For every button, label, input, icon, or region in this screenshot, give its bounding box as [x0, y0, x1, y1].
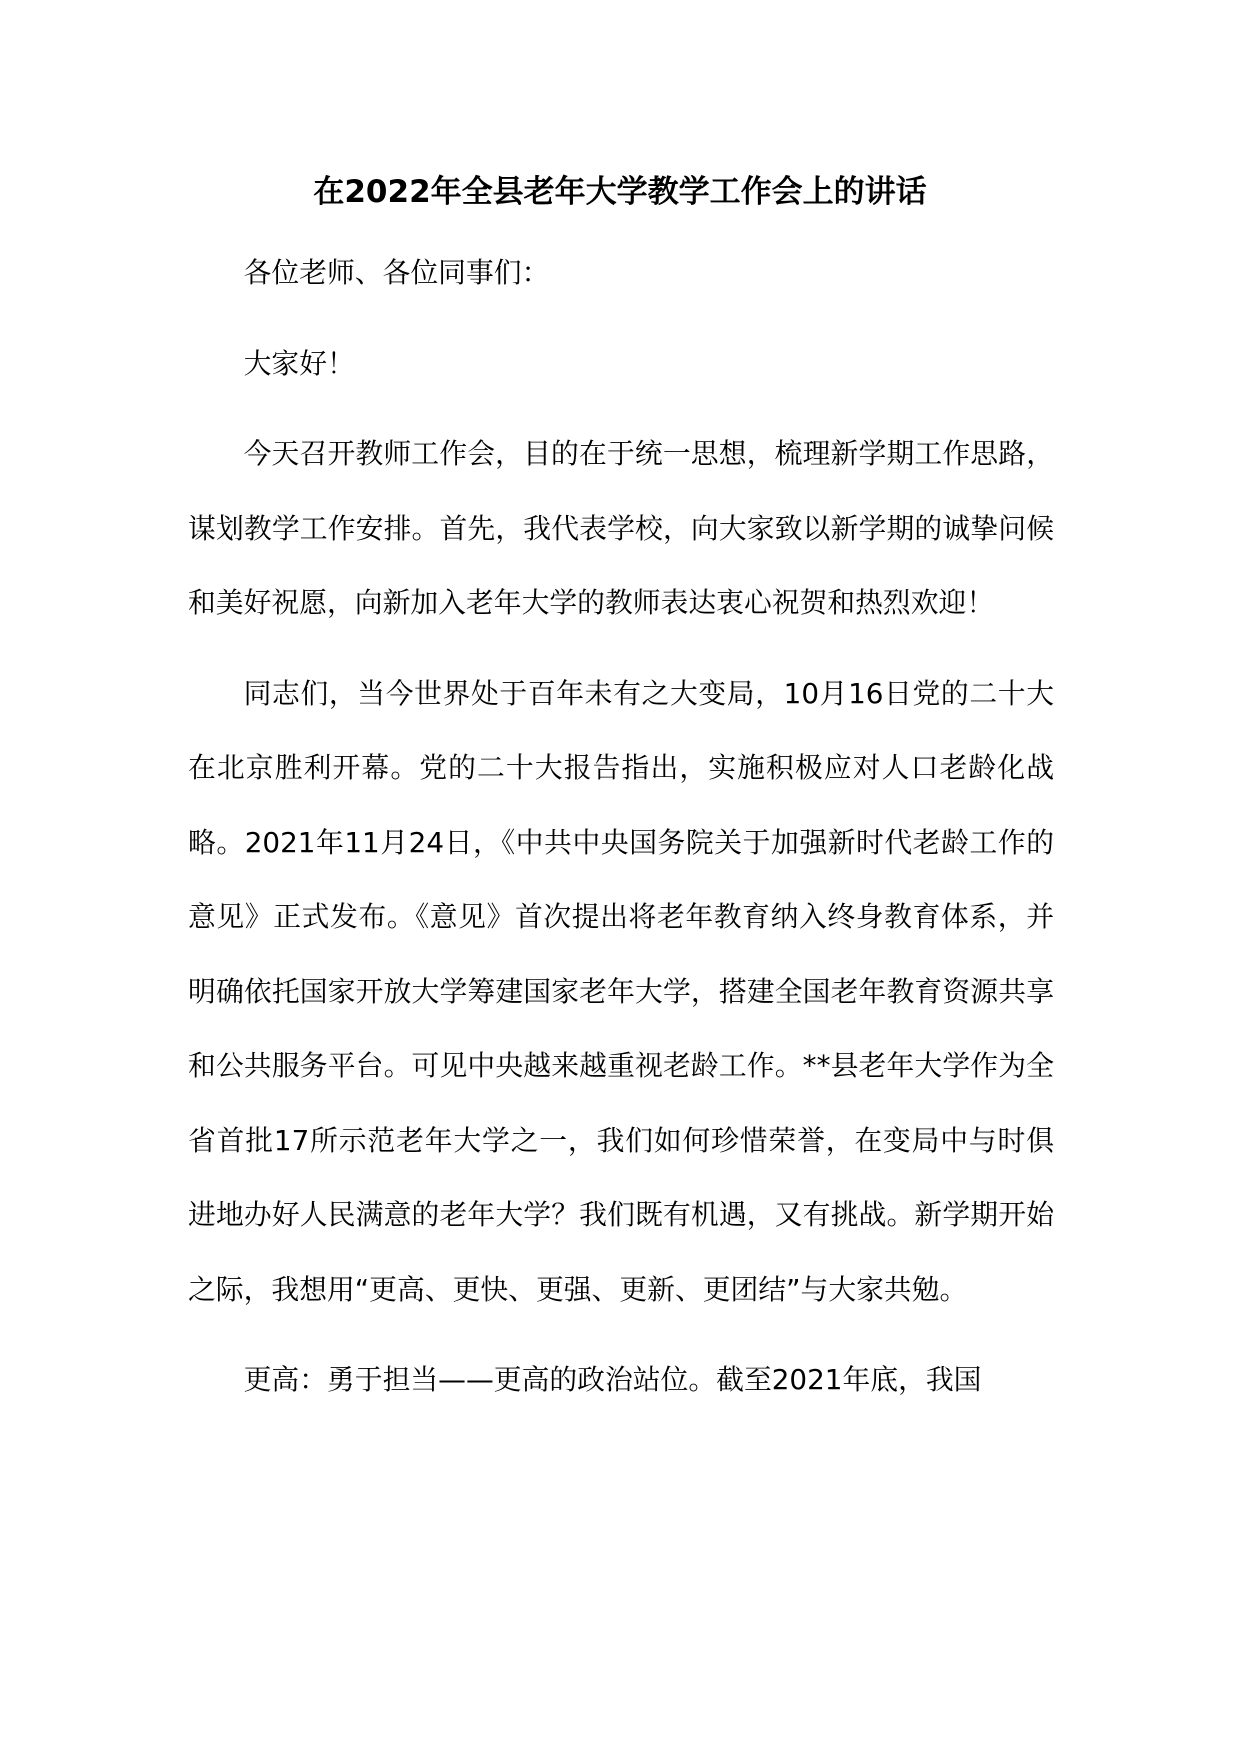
document-body [188, 236, 1054, 1434]
paragraph-context: 同志们，当今世界处于百年未有之大变局，10月16日党的二十大在北京胜利开幕。党的二十大报告指出，实施积极应对人口老龄化战略。2021年11月24日，《中共中央国务院关于加强新时代老龄工作的意见》正式发布。《意见》首次提出将老年教育纳入终身教育体系，并明确依托国家开放大学筹建国家老年大学，搭建全国老年教育资源共享和公共服务平台。可见中央越来越重视老龄工作。**县老年大学作为全省首批17所示范老年大学之一，我们如何珍惜荣誉，在变局中与时俱进地办好人民满意的老年大学？我们既有机遇，又有挑战。新学期开始之际，我想用“更高、更快、更强、更新、更团结”与大家共勉。 [188, 676, 1054, 1306]
paragraph-higher: 更高：勇于担当——更高的政治站位。截至2021年底，我国 [243, 1363, 982, 1396]
paragraph-greeting: 大家好！ [243, 346, 355, 380]
document-title: 在2022年全县老年大学教学工作会上的讲话 [313, 174, 927, 210]
paragraph-salutation: 各位老师、各位同事们： [243, 256, 550, 289]
paragraph-opening: 今天召开教师工作会，目的在于统一思想，梳理新学期工作思路，谋划教学工作安排。首先，我代表学校，向大家致以新学期的诚挚问候和美好祝愿，向新加入老年大学的教师表达衷心祝贺和热烈欢迎！ [188, 437, 1054, 619]
